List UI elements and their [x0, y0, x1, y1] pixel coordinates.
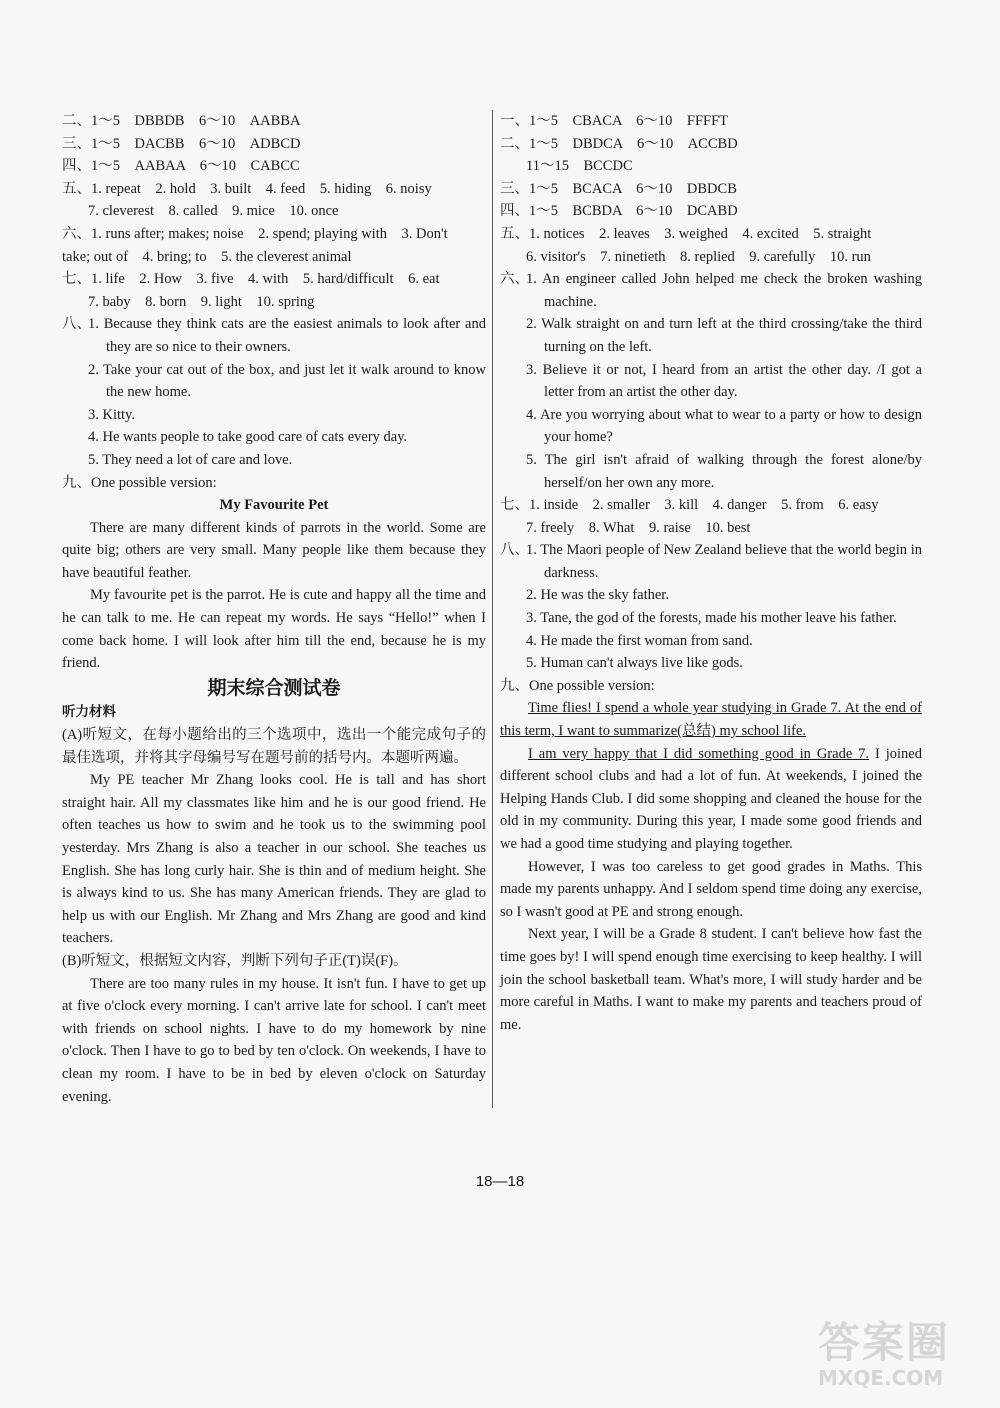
essay-paragraph: Next year, I will be a Grade 8 student. I can't believe how fast the time goes by! I will spend enough time exercising to keep healthy. I will join the school basketball team. What's more, I will study harder and be more careful in Maths. I want to make my parents and teachers proud of me. — [500, 926, 922, 1033]
essay-paragraph-rest: I joined different school clubs and had a lot of fun. At weekends, I joined the Helping Hands Club. I did some shopping and cleaned the house for the old in my community. During this year, I made some good friends and we had a good time studying and playing together. — [500, 745, 922, 852]
answer-item: 3. Kitty. — [88, 406, 135, 423]
watermark-text: 答案圈 — [818, 1318, 951, 1367]
answer-line: 五、1. repeat 2. hold 3. built 4. feed 5. hiding 6. noisy — [62, 180, 432, 197]
answer-line: 7. cleverest 8. called 9. mice 10. once — [88, 203, 339, 220]
answer-item: 2. He was the sky father. — [526, 587, 669, 604]
answer-item: 4. He made the first woman from sand. — [526, 632, 753, 649]
watermark-logo — [818, 1310, 988, 1405]
q8-label: 八、 — [500, 542, 529, 559]
right-column — [500, 110, 922, 1036]
q8-block — [500, 539, 922, 675]
essay-paragraph — [500, 743, 922, 856]
answer-item: 5. Human can't always live like gods. — [526, 655, 743, 672]
answer-item: 2. Take your cat out of the box, and just let it walk around to know the new home. — [88, 361, 486, 401]
q8-label: 八、 — [62, 316, 91, 333]
answer-line: 七、1. inside 2. smaller 3. kill 4. danger 5. from 6. easy — [500, 497, 879, 514]
answer-line: 6. visitor's 7. ninetieth 8. replied 9. carefully 10. run — [526, 248, 871, 265]
answer-item: 2. Walk straight on and turn left at the third crossing/take the third turning on the left. — [526, 316, 922, 355]
listening-text-b: There are too many rules in my house. It isn't fun. I have to get up at five o'clock every morning. I can't arrive late for school. I can't meet with friends on school nights. I have to do my homework by nine o'clock. Then I have to go to bed by ten o'clock. On weekends, I have to clean my room. I have to be in bed by eleven o'clock on Saturday evening. — [62, 975, 486, 1105]
section-title: 期末综合测试卷 — [207, 676, 341, 699]
answer-line: 11～15 BCCDC — [526, 158, 633, 175]
answer-line: 七、1. life 2. How 3. five 4. with 5. hard/difficult 6. eat — [62, 271, 440, 288]
answer-item: 1. An engineer called John helped me check the broken washing machine. — [526, 271, 922, 310]
answer-line: 三、1～5 BCACA 6～10 DBDCB — [500, 180, 737, 197]
answer-item: 5. The girl isn't afraid of walking through the forest alone/by herself/on her own any more. — [526, 451, 922, 491]
answer-line: 7. freely 8. What 9. raise 10. best — [526, 519, 751, 536]
left-column — [62, 110, 486, 1108]
answer-line: take; out of 4. bring; to 5. the cleverest animal — [62, 248, 352, 265]
answer-item: 1. Because they think cats are the easiest animals to look after and they are so nice to their owners. — [88, 316, 486, 355]
essay-paragraph: My favourite pet is the parrot. He is cute and happy all the time and he can talk to me. He can repeat my words. He says “Hello!” when I come back home. I will look after him till the end, because he is my friend. — [62, 587, 486, 672]
q8-block — [62, 313, 486, 471]
page-number: 18—18 — [475, 1173, 525, 1190]
instruction-a: (A)听短文，在每小题给出的三个选项中，选出一个能完成句子的最佳选项，并将其字母编号写在题号前的括号内。本题听两遍。 — [62, 727, 486, 766]
answer-line: 二、1～5 DBDCA 6～10 ACCBD — [500, 135, 738, 152]
column-divider — [492, 110, 493, 1108]
answer-line: 五、1. notices 2. leaves 3. weighed 4. excited 5. straight — [500, 225, 872, 242]
answer-item: 5. They need a lot of care and love. — [88, 451, 293, 468]
answer-line: 7. baby 8. born 9. light 10. spring — [88, 293, 315, 310]
answer-line: 六、1. runs after; makes; noise 2. spend; playing with 3. Don't — [62, 225, 448, 242]
essay-paragraph: Time flies! I spend a whole year studying in Grade 7. At the end of this term, I want to summarize(总结) my school life. — [500, 700, 922, 740]
instruction-b: (B)听短文，根据短文内容，判断下列句子正(T)误(F)。 — [62, 952, 408, 969]
q6-block — [500, 268, 922, 494]
q9-label: 九、One possible version: — [62, 474, 217, 491]
answer-item: 3. Believe it or not, I heard from an artist the other day. /I got a letter from an artist the other day. — [526, 361, 922, 401]
listening-label: 听力材料 — [62, 704, 116, 721]
answer-line: 四、1～5 BCBDA 6～10 DCABD — [500, 203, 738, 220]
listening-text-a: My PE teacher Mr Zhang looks cool. He is tall and has short straight hair. All my classmates like him and he is our good friend. He often teaches us how to swim and he took us to the swimming pool yesterday. Mrs Zhang is also a teacher in our school. She teaches us English. She has long curly hair. She is thin and of medium height. She is always kind to us. She has many American friends. They are glad to help us with our English. Mr Zhang and Mrs Zhang are good and kind teachers. — [62, 772, 486, 947]
answer-item: 1. The Maori people of New Zealand believe that the world begin in darkness. — [526, 542, 922, 581]
answer-line: 三、1～5 DACBB 6～10 ADBCD — [62, 135, 301, 152]
watermark-url: MXQE.COM — [818, 1366, 944, 1390]
answer-item: 4. Are you worrying about what to wear to a party or how to design your home? — [526, 406, 922, 446]
essay-paragraph: There are many different kinds of parrots in the world. Some are quite big; others are very small. Many people like them because they have beautiful feather. — [62, 519, 486, 581]
answer-item: 3. Tane, the god of the forests, made his mother leave his father. — [526, 610, 897, 627]
essay-paragraph: However, I was too careless to get good grades in Maths. This made my parents unhappy. And I seldom spend time doing any exercise, so I wasn't good at PE and strong enough. — [500, 858, 922, 920]
q9-label: 九、One possible version: — [500, 677, 655, 694]
essay-topic-sentence: I am very happy that I did something good in Grade 7. — [528, 745, 870, 762]
answer-line: 二、1～5 DBBDB 6～10 AABBA — [62, 113, 301, 129]
q6-label: 六、 — [500, 271, 529, 288]
answer-line: 四、1～5 AABAA 6～10 CABCC — [62, 158, 300, 175]
essay-title: My Favourite Pet — [219, 497, 329, 514]
answer-item: 4. He wants people to take good care of cats every day. — [88, 429, 408, 446]
answer-line: 一、1～5 CBACA 6～10 FFFFT — [500, 113, 729, 129]
